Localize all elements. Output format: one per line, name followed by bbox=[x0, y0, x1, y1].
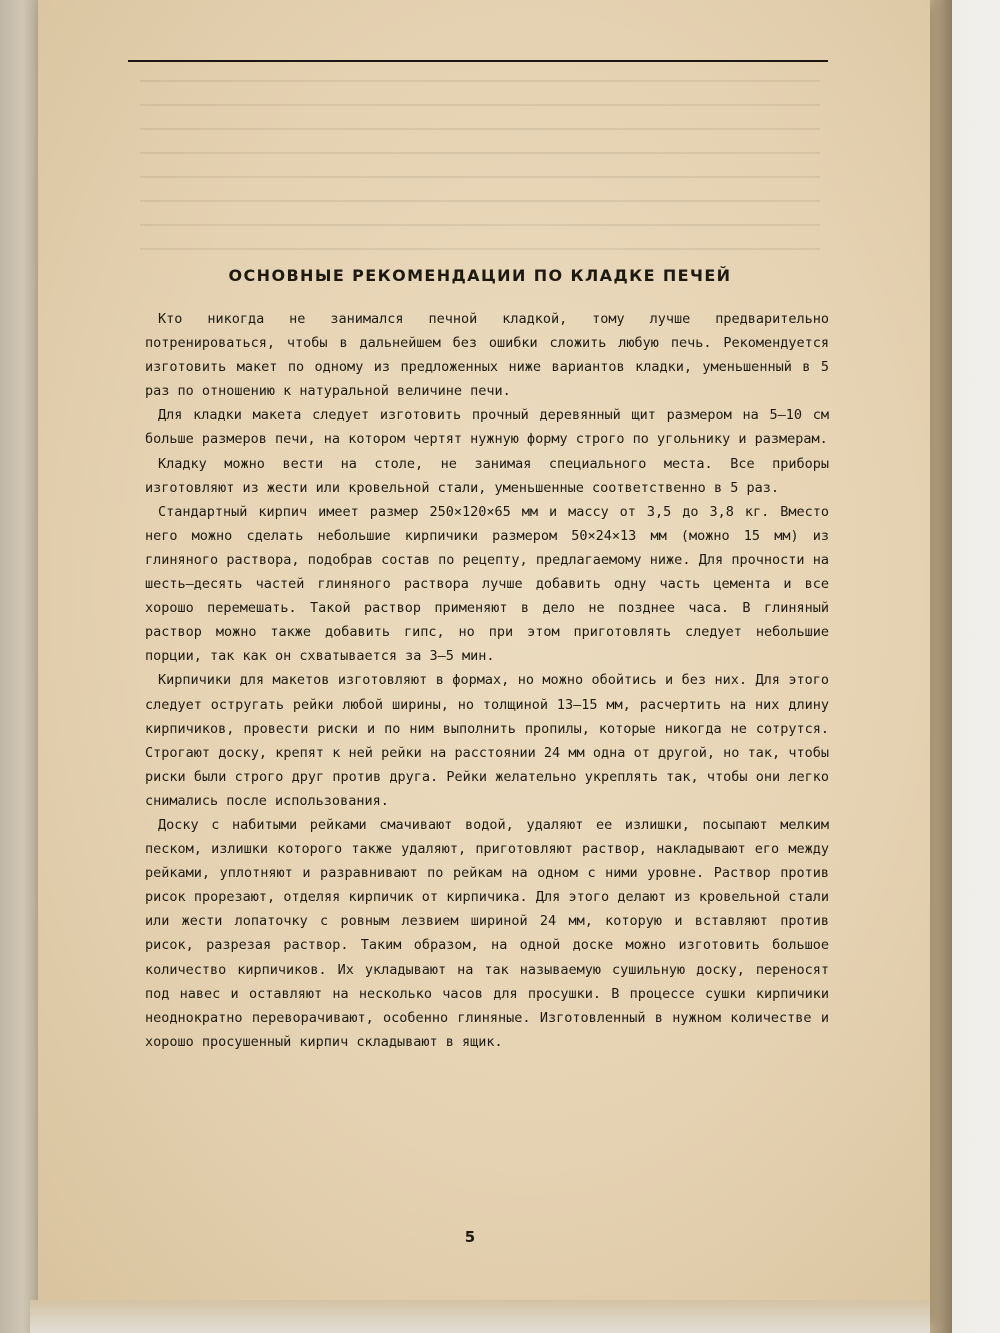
paragraph: Кладку можно вести на столе, не занимая специального места. Все приборы изготовляют из жести или кровельной стали, уменьшенные соответственно в 5 раз. bbox=[145, 455, 829, 496]
paragraph: Стандартный кирпич имеет размер 250×120×65 мм и массу от 3,5 до 3,8 кг. Вместо него можно сделать небольшие кирпичики размером 50×24×13 мм (можно 15 мм) из глиняного раствора, подобрав состав по рецепту, предлагаемому ниже. Для прочности на шесть—десять частей глиняного раствора лучше добавить одну часть цемента и все хорошо перемешать. Такой раствор применяют в дело не позднее часа. В глиняный раствор можно также добавить гипс, но при этом приготовлять следует небольшие порции, так как он схватывается за 3—5 мин. bbox=[145, 503, 829, 665]
book-cover-edge bbox=[0, 0, 40, 1333]
show-through-text bbox=[140, 68, 820, 268]
page-bottom-edge bbox=[30, 1300, 930, 1333]
paragraph: Для кладки макета следует изготовить прочный деревянный щит размером на 5—10 см больше размеров печи, на котором чертят нужную форму строго по угольнику и размерам. bbox=[145, 407, 829, 448]
paragraph: Доску с набитыми рейками смачивают водой, удаляют ее излишки, посыпают мелким песком, излишки которого также удаляют, приготовляют раствор, накладывают его между рейками, уплотняют и разравнивают по рейкам на одном с ними уровне. Раствор против рисок прорезают, отделяя кирпичик от кирпичика. Для этого делают из кровельной стали или жести лопаточку с ровным лезвием шириной 24 мм, которую и вставляют против рисок, разрезая раствор. Таким образом, на одной доске можно изготовить большое количество кирпичиков. Их укладывают на так называемую сушильную доску, переносят под навес и оставляют на несколько часов для просушки. В процессе сушки кирпичики неоднократно переворачивают, особенно глиняные. Изготовленный в нужном количестве и хорошо просушенный кирпич складывают в ящик. bbox=[145, 816, 829, 1050]
paragraph: Кто никогда не занимался печной кладкой, тому лучше предварительно потренироваться, чтобы в дальнейшем без ошибки сложить любую печь. Рекомендуется изготовить макет по одному из предложенных ниже вариантов кладки, уменьшенный в 5 раз по отношению к натуральной величине печи. bbox=[145, 311, 829, 400]
page-number: 5 bbox=[464, 1228, 476, 1246]
section-heading: ОСНОВНЫЕ РЕКОМЕНДАЦИИ ПО КЛАДКЕ ПЕЧЕЙ bbox=[228, 266, 732, 285]
body-text bbox=[145, 307, 829, 1054]
paragraph: Кирпичики для макетов изготовляют в формах, но можно обойтись и без них. Для этого следует остругать рейки любой ширины, но толщиной 13—15 мм, расчертить на них длину кирпичиков, провести риски и по ним выполнить пропилы, которые никогда не сотрутся. Строгают доску, крепят к ней рейки на расстоянии 24 мм одна от другой, но так, чтобы риски были строго друг против друга. Рейки желательно укреплять так, чтобы они легко снимались после использования. bbox=[145, 672, 829, 809]
header-rule bbox=[128, 60, 828, 62]
